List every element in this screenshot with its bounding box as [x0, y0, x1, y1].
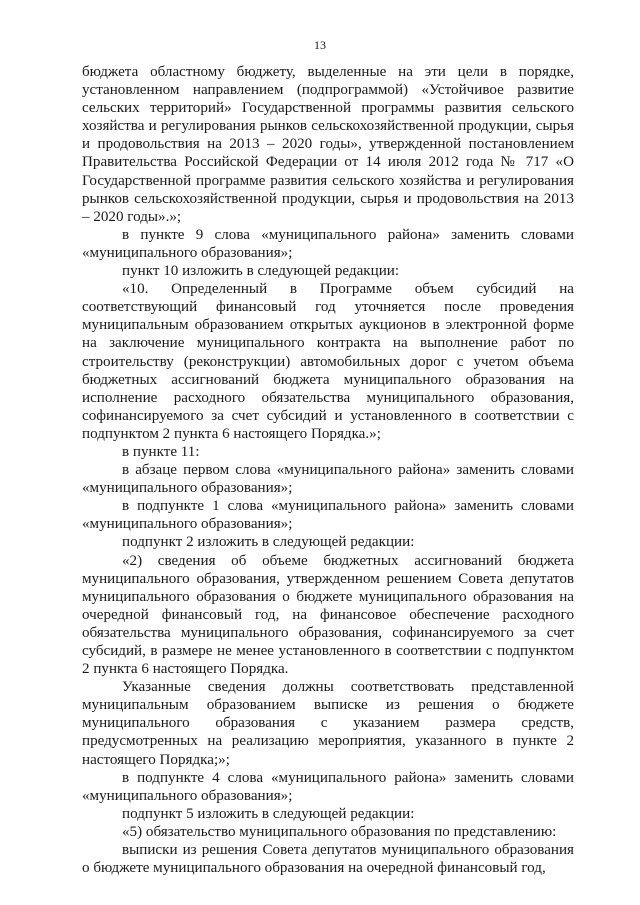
paragraph-p09: «2) сведения об объеме бюджетных ассигнований бюджета муниципального образования, утвержденном решением Совета депутатов муниципального образования о бюджете муниципального образования на очередной финансовый год, на финансовое обеспечение расходного обязательства муниципального образования, софинансируемого за счет субсидий, в размере не менее установленного в соответствии с подпунктом 2 пункта 6 настоящего Порядка. — [82, 552, 574, 678]
page-number: 13 — [314, 38, 326, 52]
paragraph-p13: «5) обязательство муниципального образования по представлению: — [122, 823, 557, 840]
paragraph-p07: в подпункте 1 слова «муниципального района» заменить словами «муниципального образования»; — [82, 498, 574, 533]
paragraph-p10: Указанные сведения должны соответствовать представленной муниципальным образованием выписке из решения о бюджете муниципального образования с указанием размера средств, предусмотренных на реализацию мероприятия, указанного в пункте 2 настоящего Порядка;»; — [82, 679, 574, 768]
paragraph-p01: бюджета областному бюджету, выделенные на эти цели в порядке, установленном направлением (подпрограммой) «Устойчивое развитие сельских территорий» Государственной программы развития сельского хозяйства и регулирования рынков сельскохозяйственной продукции, сырья и продовольствия на 2013 – 2020 годы», утвержденной постановлением Правительства Российской Федерации от 14 июля 2012 года № 717 «О Государственной программе развития сельского хозяйства и регулирования рынков сельскохозяйственной продукции, сырья и продовольствия на 2013 – 2020 годы».»; — [82, 64, 574, 225]
paragraph-p02: в пункте 9 слова «муниципального района» заменить словами «муниципального образования»; — [82, 226, 574, 261]
paragraph-p03: пункт 10 изложить в следующей редакции: — [122, 263, 400, 280]
paragraph-p08: подпункт 2 изложить в следующей редакции: — [122, 534, 415, 551]
paragraph-p12: подпункт 5 изложить в следующей редакции: — [122, 805, 415, 822]
paragraph-p11: в подпункте 4 слова «муниципального района» заменить словами «муниципального образования»; — [82, 769, 574, 804]
paragraph-p06: в абзаце первом слова «муниципального района» заменить словами «муниципального образования»; — [82, 462, 574, 497]
document-body — [82, 63, 574, 877]
paragraph-p04: «10. Определенный в Программе объем субсидий на соответствующий финансовый год уточняется после проведения муниципальным образованием открытых аукционов в электронной форме на заключение муниципального контракта на выполнение работ по строительству (реконструкции) автомобильных дорог с учетом объема бюджетных ассигнований бюджета муниципального образования на исполнение расходного обязательства муниципального образования, софинансируемого за счет субсидий и установленного в соответствии с подпунктом 2 пункта 6 настоящего Порядка.»; — [82, 281, 574, 442]
paragraph-p05: в пункте 11: — [122, 443, 200, 460]
paragraph-p14: выписки из решения Совета депутатов муниципального образования о бюджете муниципального образования на очередной финансовый год, — [82, 842, 574, 877]
